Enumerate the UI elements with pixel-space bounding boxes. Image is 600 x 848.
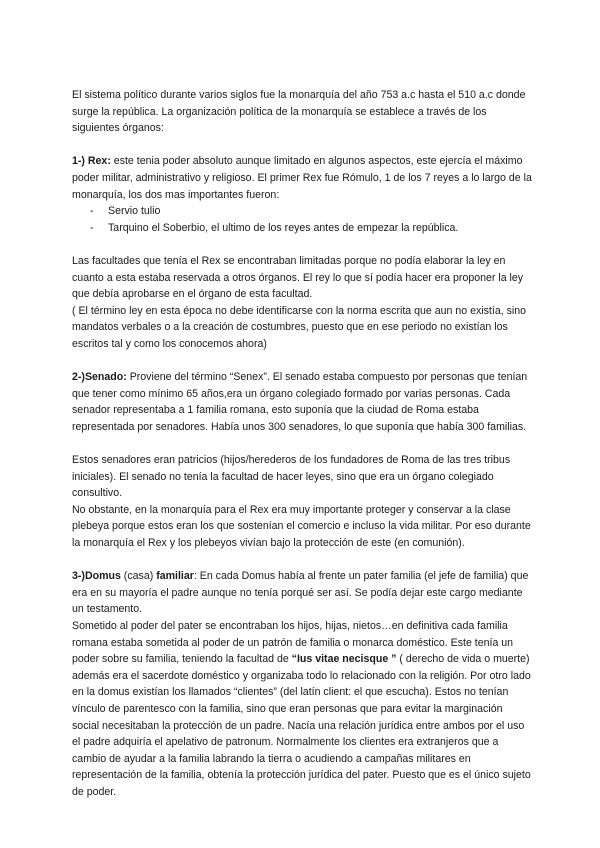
ius-vitae-term: “Ius vitae necisque ”: [291, 653, 397, 666]
list-item: - Tarquino el Soberbio, el ultimo de los reyes antes de empezar la república.: [72, 220, 532, 237]
domus-heading: 3-)Domus: [72, 570, 121, 583]
domus-text: : En cada Domus había al frente un pater familia (el jefe de familia) que era en su mayoría el padre aunque no tenía porqué ser así. Se podía dejar este cargo mediante un testamento.: [72, 570, 529, 616]
domus-heading-familiar: familiar: [156, 570, 194, 583]
rex-paragraph: [72, 153, 532, 203]
spacer: [72, 435, 532, 452]
spacer: [72, 353, 532, 370]
spacer: [72, 552, 532, 569]
domus-text-b: ( derecho de vida o muerte) además era el sacerdote doméstico y organizaba todo lo relacionado con la religión. Por otro lado en la domus existían los llamados “clientes” (del latín client: el que escucha). Estos no tenían vínculo de parentesco con la familia, sino que eran personas que para evitar la marginación social necesitaban la protección de un padre. Nacía una relación jurídica entre ambos por el uso el padre adquiría el apelativo de patronum. Normalmente los clientes era extranjeros que a cambio de ayudar a la familia labrando la tierra o acudiendo a campañas militares en representación de la familia, obtenía la protección jurídica del pater. Puesto que es el único sujeto de poder.: [72, 653, 531, 798]
rex-heading: 1-) Rex:: [72, 155, 111, 168]
senado-text: Proviene del término “Senex”. El senado estaba compuesto por personas que tenían que tener como mínimo 65 años,era un órgano colegiado formado por varias personas. Cada senador representaba a 1 familia romana, esto suponía que la ciudad de Roma estaba representada por senadores. Había unos 300 senadores, lo que suponía que había 300 familias.: [72, 371, 528, 433]
kings-list: [72, 203, 532, 236]
domus-paragraph: [72, 568, 532, 618]
rex-text: este tenia poder absoluto aunque limitado en algunos aspectos, este ejercía el máximo poder militar, administrativo y religioso. El primer Rex fue Rómulo, 1 de los 7 reyes a lo largo de la monarquía, los dos mas importantes fueron:: [72, 155, 532, 201]
spacer: [72, 236, 532, 253]
senado-heading: 2-)Senado:: [72, 371, 127, 384]
intro-paragraph: El sistema político durante varios siglos fue la monarquía del año 753 a.c hasta el 510 a.c donde surge la república. La organización política de la monarquía se establece a través de los siguientes órganos:: [72, 89, 526, 135]
spacer: [72, 137, 532, 154]
document-body: [72, 87, 532, 801]
rex-paragraph-2: Las facultades que tenía el Rex se encontraban limitadas porque no podía elaborar la ley en cuanto a esta estaba reservada a otros órganos. El rey lo que sí podía hacer era proponer la ley que debía aprobarse en el órgano de esta facultad.: [72, 254, 524, 301]
senado-paragraph-3: No obstante, en la monarquía para el Rex era muy importante proteger y conservar a la clase plebeya porque estos eran los que sostenían el comercio e incluso la vida militar. Por eso durante la monarquía el Rex y los plebeyos vivían bajo la protección de este (en comunión).: [72, 503, 531, 550]
senado-paragraph: [72, 369, 532, 435]
rex-paragraph-3: ( El término ley en esta época no debe identificarse con la norma escrita que aun no existía, sino mandatos verbales o a la creación de costumbres, puesto que en ese periodo no existían los escritos tal y como los conocemos ahora): [72, 304, 527, 350]
domus-heading-paren: (casa): [120, 570, 157, 583]
domus-paragraph-2: [72, 618, 532, 801]
list-item: - Servio tulio: [72, 203, 532, 220]
senado-paragraph-2: Estos senadores eran patricios (hijos/herederos de los fundadores de Roma de las tres tribus iniciales). El senado no tenía la facultad de hacer leyes, sino que era un órgano colegiado consultivo.: [72, 454, 511, 500]
domus-text-a: Sometido al poder del pater se encontraban los hijos, hijas, nietos…en definitiva cada familia romana estaba sometida al poder de un patrón de familia o monarca doméstico. Este tenía un poder sobre su familia, teniendo la facultad de: [72, 620, 514, 666]
